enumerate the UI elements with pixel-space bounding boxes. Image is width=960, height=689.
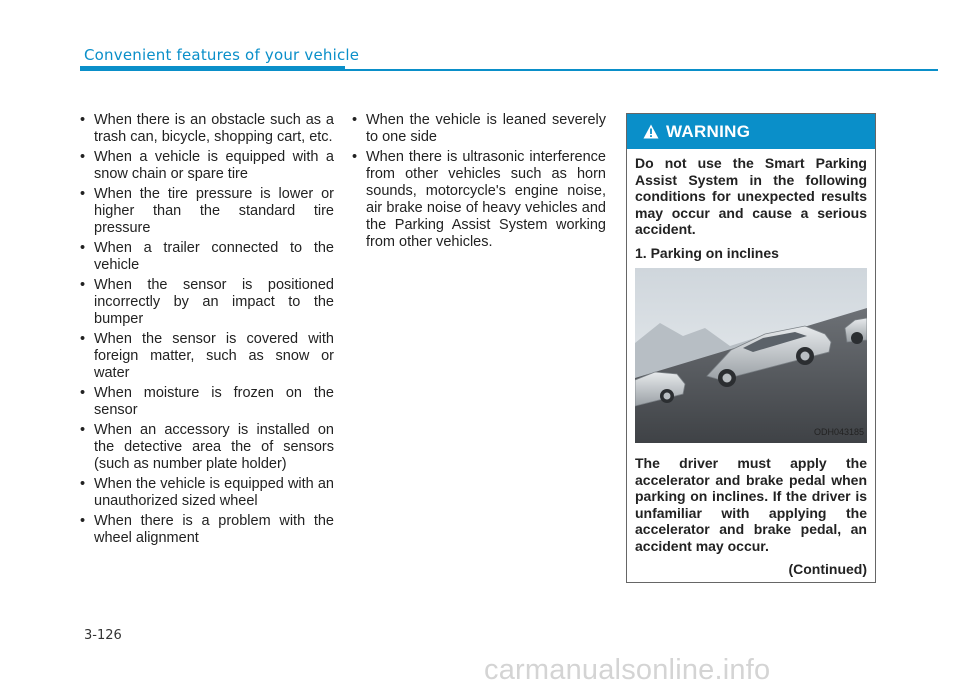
warning-intro: Do not use the Smart Parking Assist System in the following conditions for unexpected results may occur and cause a serious accident. [635, 155, 867, 237]
bullet-item: • When the tire pressure is lower or higher than the standard tire pressure [80, 186, 334, 237]
bullet-item: • When there is a problem with the wheel alignment [80, 513, 334, 547]
warning-header [627, 114, 875, 149]
bullet-item: • When there is an obstacle such as a trash can, bicycle, shopping cart, etc. [80, 112, 334, 146]
middle-column [352, 112, 606, 254]
warning-title: WARNING [666, 121, 751, 141]
left-column [80, 112, 334, 550]
header-rule-thin [345, 69, 938, 71]
warning-triangle-icon [643, 124, 659, 139]
warning-subheading: 1. Parking on inclines [635, 244, 779, 261]
section-title: Convenient features of your vehicle [84, 46, 360, 64]
bullet-item: • When there is ultrasonic interference from other vehicles such as horn sounds, motorcycle's engine noise, air brake noise of heavy vehicles and the Parking Assist System working from other vehicles. [352, 149, 606, 251]
warning-box [626, 113, 876, 583]
figure-code: ODH043185 [813, 426, 864, 437]
warning-body [627, 149, 875, 578]
bullet-item: • When the vehicle is equipped with an unauthorized sized wheel [80, 476, 334, 510]
bullet-item: • When an accessory is installed on the detective area the of sensors (such as number plate holder) [80, 422, 334, 473]
bullet-item: • When a vehicle is equipped with a snow chain or spare tire [80, 149, 334, 183]
bullet-item: • When the sensor is covered with foreign matter, such as snow or water [80, 331, 334, 382]
header-rule-thick [80, 66, 345, 71]
page-number: 3-126 [84, 628, 122, 643]
bullet-item: • When the sensor is positioned incorrectly by an impact to the bumper [80, 277, 334, 328]
bullet-item: • When the vehicle is leaned severely to one side [352, 112, 606, 146]
watermark: carmanualsonline.info [484, 654, 771, 686]
incline-parking-illustration [635, 268, 867, 443]
warning-text: The driver must apply the accelerator and brake pedal when parking on inclines. If the driver is unfamiliar with applying the accelerator and brake pedal, an accident may occur. [635, 455, 867, 554]
bullet-item: • When moisture is frozen on the sensor [80, 385, 334, 419]
bullet-item: • When a trailer connected to the vehicle [80, 240, 334, 274]
continued-label: (Continued) [788, 561, 867, 577]
